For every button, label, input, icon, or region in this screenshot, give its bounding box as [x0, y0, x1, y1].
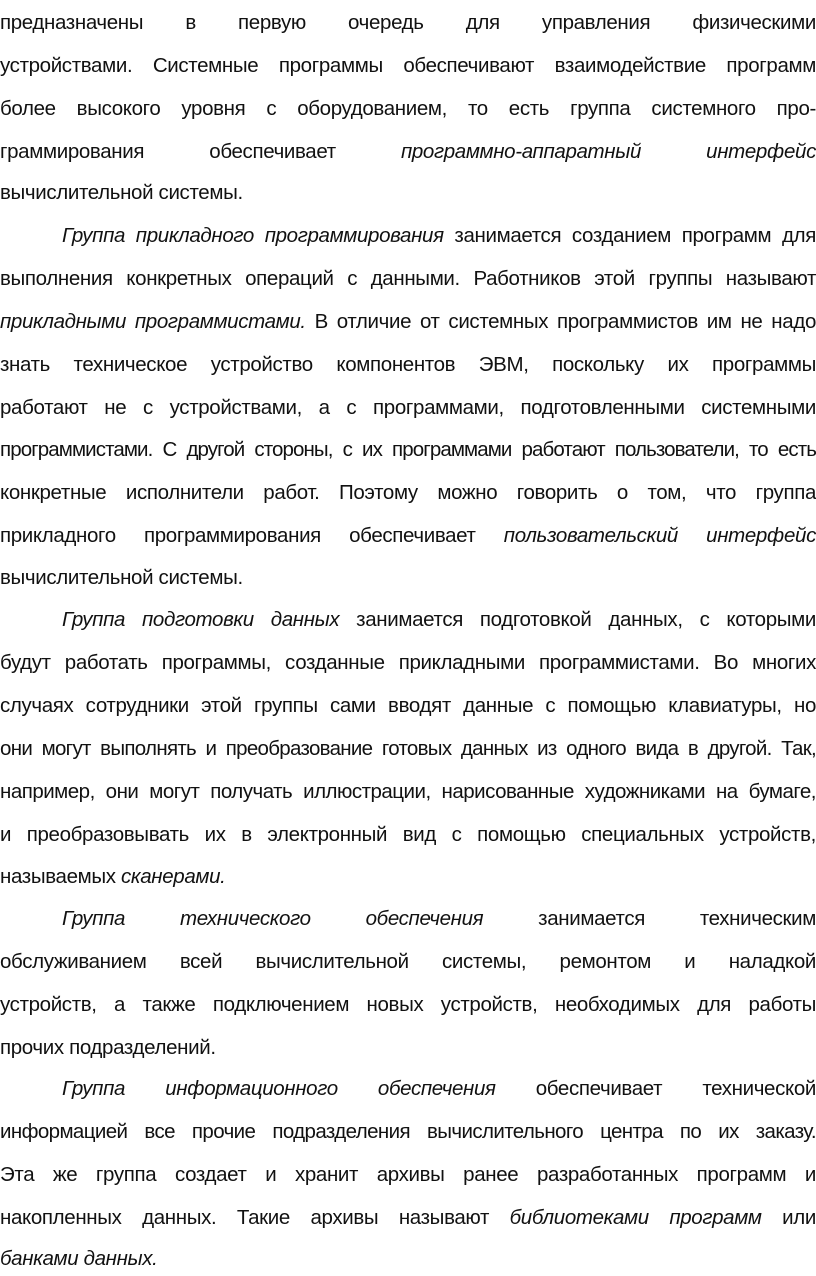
- line-segment-italic: пользовательский интерфейс: [503, 524, 816, 547]
- line-segment-italic: библиотеками программ: [509, 1206, 762, 1229]
- text-line: [0, 8, 816, 38]
- text-line: [0, 51, 816, 81]
- text-line: [0, 264, 816, 294]
- line-segment: вычислительной системы.: [0, 181, 243, 204]
- line-segment: знать техническое устройство компонентов ЭВМ, поскольку их программы: [0, 353, 816, 376]
- line-segment: называемых: [0, 865, 122, 888]
- line-segment: конкретные исполнители работ. Поэтому можно говорить о том, что группа: [0, 481, 816, 504]
- line-segment: обеспечивает технической: [495, 1077, 816, 1100]
- line-segment: прочих подразделений.: [0, 1036, 216, 1059]
- text-line: [0, 563, 816, 593]
- line-segment-italic: программно-аппаратный интерфейс: [400, 140, 816, 163]
- line-segment: выполнения конкретных операций с данными. Работников этой группы называют: [0, 267, 816, 290]
- line-segment: программистами. С другой стороны, с их программами работают пользователи, то есть: [0, 438, 816, 461]
- line-segment: В отличие от системных программистов им не надо: [305, 310, 816, 333]
- text-line: [0, 862, 816, 892]
- line-segment: или: [761, 1206, 816, 1229]
- line-segment: будут работать программы, созданные прикладными программистами. Во многих: [0, 651, 816, 674]
- line-segment: устройствами. Системные программы обеспечивают взаимодействие программ: [0, 54, 816, 77]
- text-line: [0, 393, 816, 423]
- text-line: [0, 990, 816, 1020]
- text-line: [62, 1074, 816, 1104]
- line-segment: они могут выполнять и преобразование готовых данных из одного вида в другой. Так,: [0, 737, 816, 760]
- line-segment: более высокого уровня с оборудованием, то есть группа системного про-: [0, 97, 816, 120]
- text-line: [0, 1033, 816, 1063]
- text-line: [0, 1203, 816, 1233]
- text-line: [0, 178, 816, 208]
- text-line: [0, 691, 816, 721]
- text-line: [0, 1160, 816, 1190]
- text-line: [62, 221, 816, 251]
- line-segment: Эта же группа создает и хранит архивы ранее разработанных программ и: [0, 1163, 816, 1186]
- line-segment: работают не с устройствами, а с программами, подготовленными системными: [0, 396, 816, 419]
- line-segment: устройств, а также подключением новых устройств, необходимых для работы: [0, 993, 816, 1016]
- text-line: [0, 307, 816, 337]
- text-line: [0, 521, 816, 551]
- text-line: [0, 1244, 816, 1274]
- text-line: [0, 478, 816, 508]
- line-segment-italic: сканерами.: [121, 865, 226, 888]
- line-segment: занимается созданием программ для: [443, 224, 816, 247]
- text-line: [0, 435, 816, 465]
- line-segment: вычислительной системы.: [0, 566, 243, 589]
- text-line: [0, 820, 816, 850]
- text-line: [62, 605, 816, 635]
- text-line: [0, 94, 816, 124]
- text-line: [0, 777, 816, 807]
- line-segment: обслуживанием всей вычислительной системы, ремонтом и наладкой: [0, 950, 816, 973]
- line-segment: прикладного программирования обеспечивает: [0, 524, 504, 547]
- text-line: [0, 350, 816, 380]
- text-line: [0, 947, 816, 977]
- line-segment: информацией все прочие подразделения вычислительного центра по их заказу.: [0, 1120, 816, 1143]
- text-line: [62, 904, 816, 934]
- line-segment-italic: Группа прикладного программирования: [62, 224, 444, 247]
- line-segment-italic: Группа технического обеспечения: [62, 907, 484, 930]
- line-segment-italic: прикладными программистами.: [0, 310, 306, 333]
- text-line: [0, 648, 816, 678]
- line-segment: предназначены в первую очередь для управления физическими: [0, 11, 816, 34]
- text-line: [0, 1117, 816, 1147]
- line-segment-italic: Группа подготовки данных: [62, 608, 340, 631]
- line-segment: например, они могут получать иллюстрации, нарисованные художниками на бумаге,: [0, 780, 816, 803]
- line-segment-italic: Группа информационного обеспечения: [62, 1077, 496, 1100]
- line-segment: накопленных данных. Такие архивы называют: [0, 1206, 510, 1229]
- line-segment: и преобразовывать их в электронный вид с помощью специальных устройств,: [0, 823, 816, 846]
- line-segment-italic: банками данных.: [0, 1247, 158, 1270]
- line-segment: занимается подготовкой данных, с которыми: [339, 608, 816, 631]
- line-segment: занимается техническим: [483, 907, 816, 930]
- text-line: [0, 734, 816, 764]
- line-segment: граммирования обеспечивает: [0, 140, 401, 163]
- line-segment: случаях сотрудники этой группы сами вводят данные с помощью клавиатуры, но: [0, 694, 816, 717]
- text-line: [0, 137, 816, 167]
